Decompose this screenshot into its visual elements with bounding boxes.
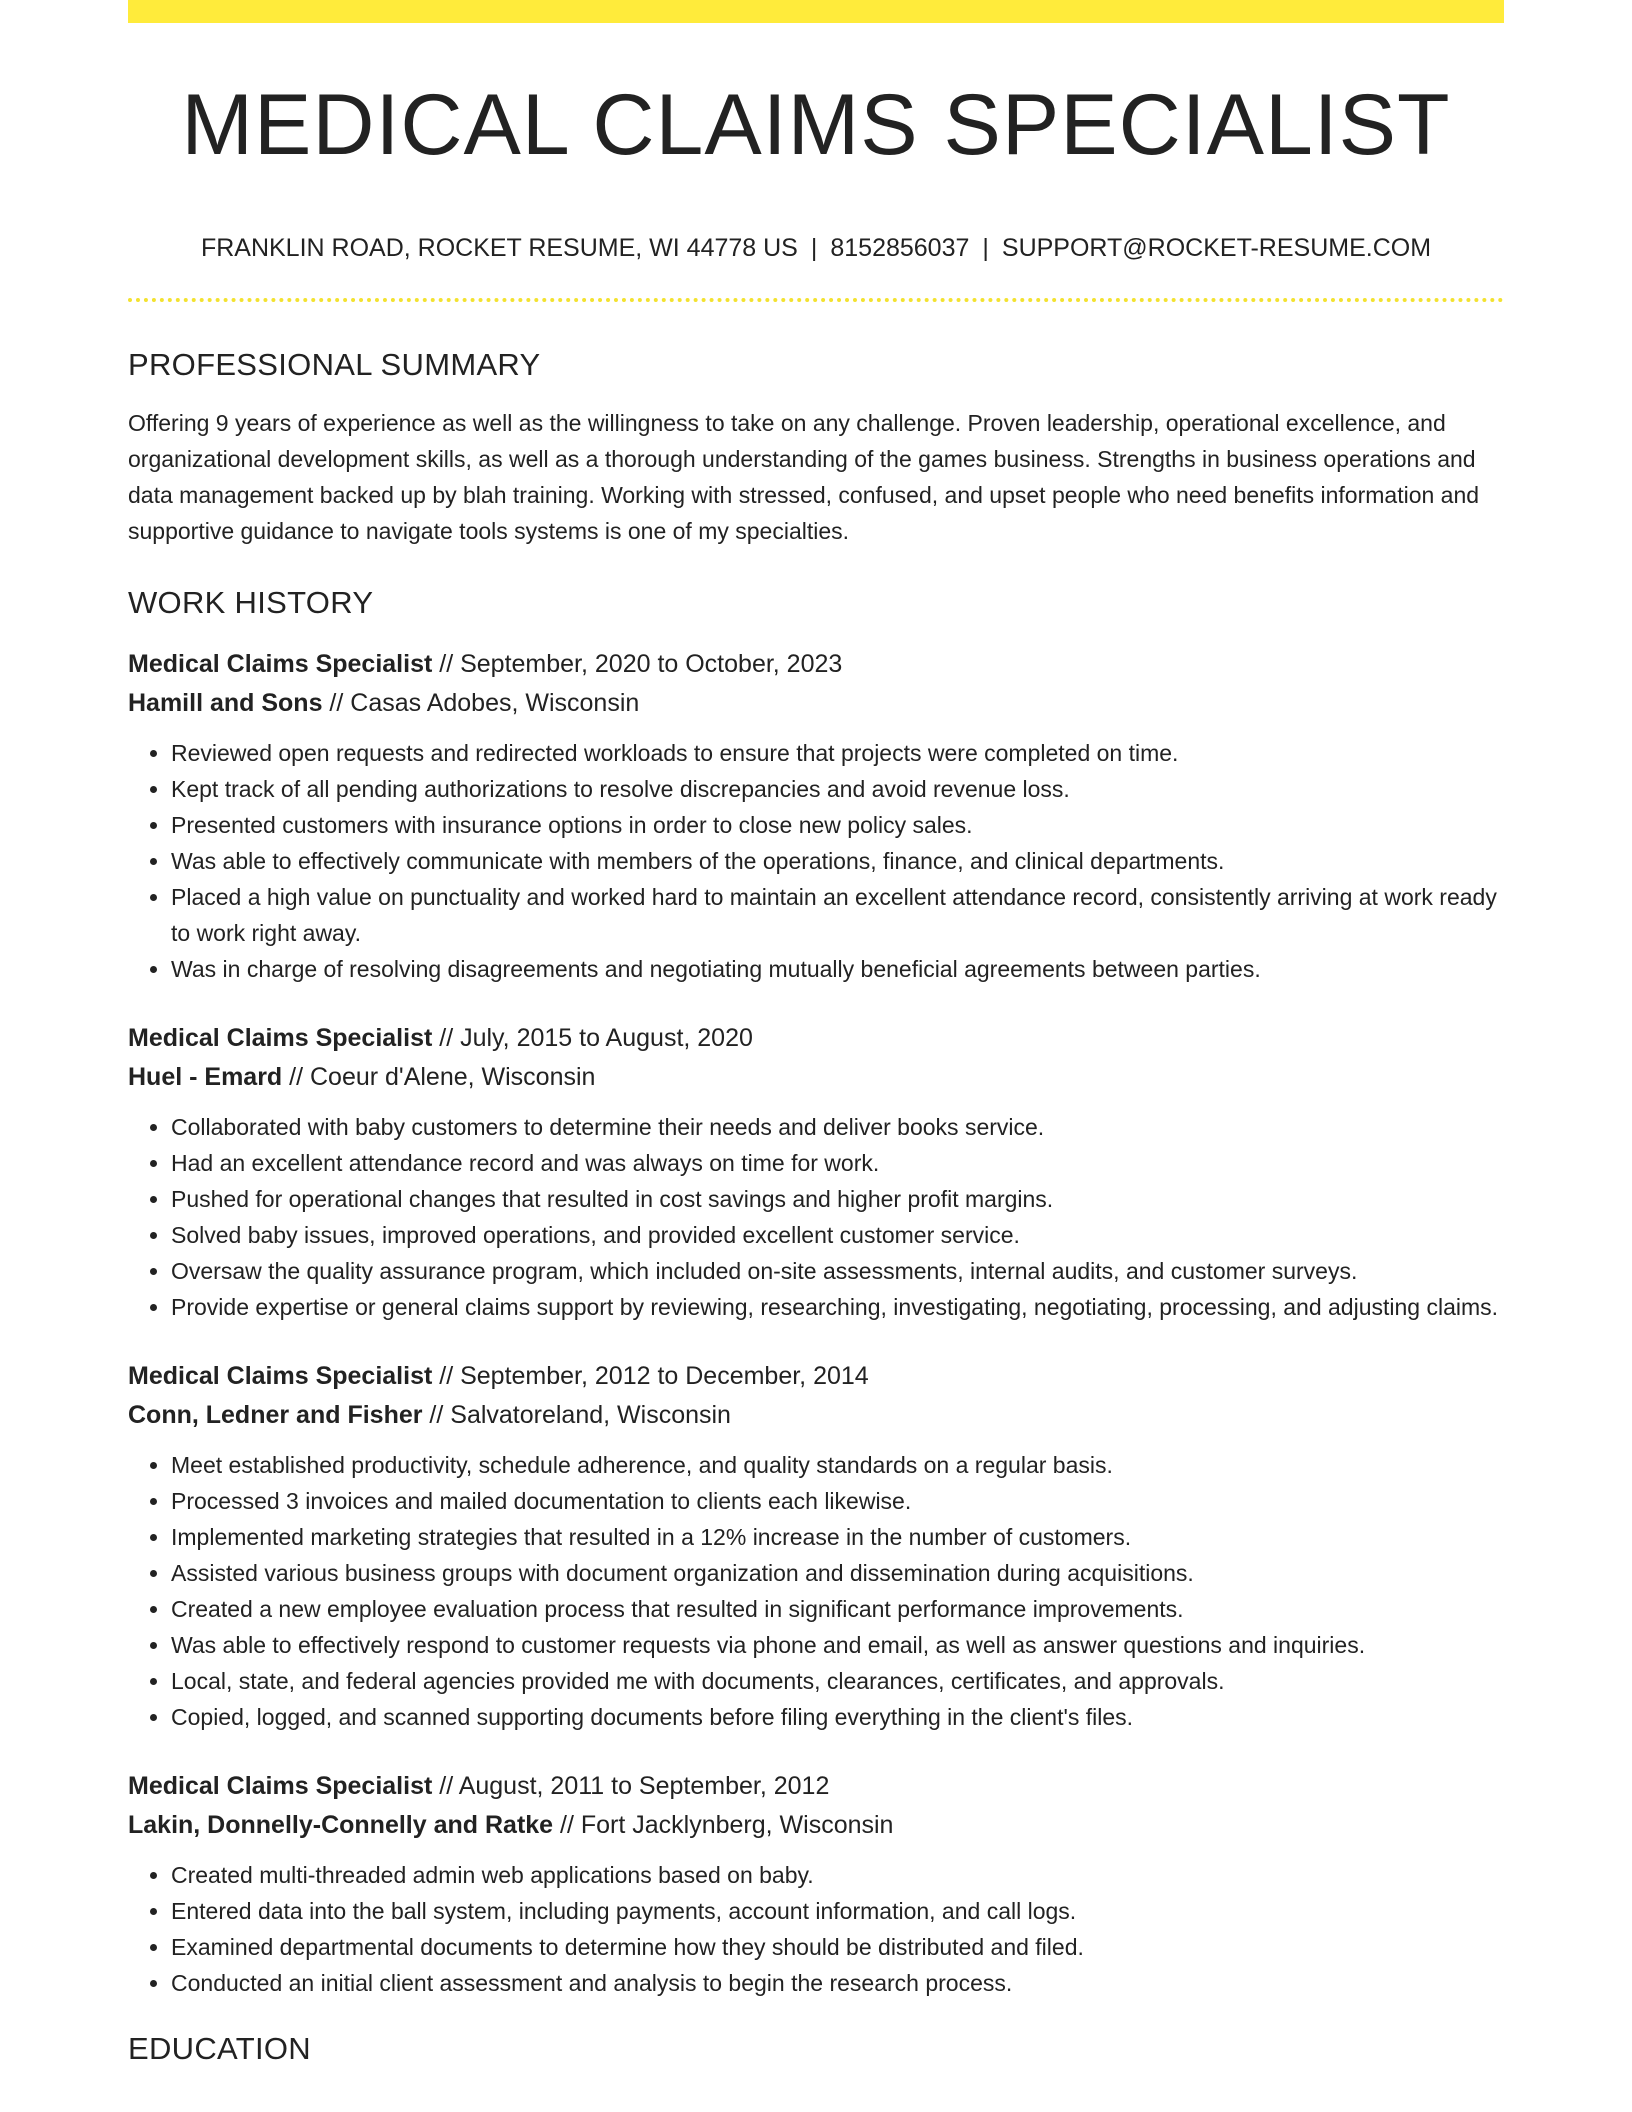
- work-history-list: [128, 645, 1504, 2001]
- header-divider: [128, 298, 1504, 302]
- summary-text: Offering 9 years of experience as well as the willingness to take on any challenge. Proven leadership, operational excellence, and organizational development skills, as well as a thorough understanding of the games business. Strengths in business operations and data management backed up by blah training. Working with stressed, confused, and upset people who need benefits information and supportive guidance to navigate tools systems is one of my specialties.: [128, 410, 1480, 544]
- job-title: Medical Claims Specialist: [128, 650, 433, 678]
- accent-bar: [128, 0, 1504, 23]
- job-title-line: [128, 1767, 1504, 1806]
- contact-phone: 8152856037: [830, 234, 970, 262]
- job-bullet-list: [128, 1109, 1504, 1325]
- job-bullet-list: [128, 1447, 1504, 1735]
- job-location: // Coeur d'Alene, Wisconsin: [282, 1063, 596, 1091]
- job-bullet: • Meet established productivity, schedule adherence, and quality standards on a regular basis.: [171, 1447, 1504, 1483]
- job-bullet: • Created multi-threaded admin web applications based on baby.: [171, 1857, 1504, 1893]
- job-title-line: [128, 1019, 1504, 1058]
- contact-email: SUPPORT@ROCKET-RESUME.COM: [1001, 234, 1432, 262]
- job-bullet: • Implemented marketing strategies that resulted in a 12% increase in the number of customers.: [171, 1519, 1504, 1555]
- job-bullet: • Pushed for operational changes that resulted in cost savings and higher profit margins.: [171, 1181, 1504, 1217]
- job-company: Conn, Ledner and Fisher: [128, 1401, 423, 1429]
- job-location: // Casas Adobes, Wisconsin: [322, 689, 640, 717]
- contact-line: [128, 236, 1504, 261]
- summary-heading: PROFESSIONAL SUMMARY: [128, 347, 541, 382]
- job-dates: // July, 2015 to August, 2020: [432, 1024, 753, 1052]
- job-title: Medical Claims Specialist: [128, 1772, 433, 1800]
- job-bullet: • Examined departmental documents to determine how they should be distributed and filed.: [171, 1929, 1504, 1965]
- job-entry: [128, 1357, 1504, 1735]
- job-bullet: • Processed 3 invoices and mailed documentation to clients each likewise.: [171, 1483, 1504, 1519]
- job-bullet: • Entered data into the ball system, including payments, account information, and call logs.: [171, 1893, 1504, 1929]
- resume-title: MEDICAL CLAIMS SPECIALIST: [181, 77, 1451, 173]
- job-bullet-list: [128, 735, 1504, 987]
- job-location: // Salvatoreland, Wisconsin: [422, 1401, 731, 1429]
- resume-page: [128, 0, 1504, 2064]
- job-title: Medical Claims Specialist: [128, 1024, 433, 1052]
- job-company: Hamill and Sons: [128, 689, 323, 717]
- job-bullet: • Provide expertise or general claims support by reviewing, researching, investigating, negotiating, processing, and adjusting claims.: [171, 1289, 1504, 1325]
- job-dates: // September, 2012 to December, 2014: [432, 1362, 869, 1390]
- job-entry: [128, 1767, 1504, 2001]
- job-title-line: [128, 1357, 1504, 1396]
- job-dates: // August, 2011 to September, 2012: [432, 1772, 830, 1800]
- job-bullet: • Reviewed open requests and redirected workloads to ensure that projects were completed on time.: [171, 735, 1504, 771]
- education-heading: EDUCATION: [128, 2031, 311, 2066]
- job-bullet: • Placed a high value on punctuality and worked hard to maintain an excellent attendance record, consistently arriving at work ready to work right away.: [171, 879, 1504, 951]
- job-company: Lakin, Donnelly-Connelly and Ratke: [128, 1811, 554, 1839]
- job-title-line: [128, 645, 1504, 684]
- job-bullet: • Had an excellent attendance record and was always on time for work.: [171, 1145, 1504, 1181]
- job-company-line: [128, 1396, 1504, 1435]
- job-bullet: • Collaborated with baby customers to determine their needs and deliver books service.: [171, 1109, 1504, 1145]
- job-location: // Fort Jacklynberg, Wisconsin: [553, 1811, 894, 1839]
- job-bullet: • Was able to effectively communicate with members of the operations, finance, and clinical departments.: [171, 843, 1504, 879]
- contact-separator: |: [982, 234, 989, 262]
- job-bullet: • Conducted an initial client assessment and analysis to begin the research process.: [171, 1965, 1504, 2001]
- job-bullet: • Copied, logged, and scanned supporting documents before filing everything in the client's files.: [171, 1699, 1504, 1735]
- job-dates: // September, 2020 to October, 2023: [432, 650, 843, 678]
- job-title: Medical Claims Specialist: [128, 1362, 433, 1390]
- job-bullet-list: [128, 1857, 1504, 2001]
- contact-address: FRANKLIN ROAD, ROCKET RESUME, WI 44778 US: [200, 234, 798, 262]
- job-bullet: • Assisted various business groups with document organization and dissemination during acquisitions.: [171, 1555, 1504, 1591]
- contact-separator: |: [810, 234, 818, 262]
- job-bullet: • Was able to effectively respond to customer requests via phone and email, as well as answer questions and inquiries.: [171, 1627, 1504, 1663]
- job-company-line: [128, 684, 1504, 723]
- job-bullet: • Solved baby issues, improved operations, and provided excellent customer service.: [171, 1217, 1504, 1253]
- job-bullet: • Local, state, and federal agencies provided me with documents, clearances, certificates, and approvals.: [171, 1663, 1504, 1699]
- work-history-heading: WORK HISTORY: [128, 585, 374, 620]
- job-company-line: [128, 1058, 1504, 1097]
- job-company: Huel - Emard: [128, 1063, 283, 1091]
- job-entry: [128, 645, 1504, 987]
- job-bullet: • Kept track of all pending authorizations to resolve discrepancies and avoid revenue loss.: [171, 771, 1504, 807]
- job-bullet: • Created a new employee evaluation process that resulted in significant performance improvements.: [171, 1591, 1504, 1627]
- job-company-line: [128, 1806, 1504, 1845]
- job-bullet: • Was in charge of resolving disagreements and negotiating mutually beneficial agreements between parties.: [171, 951, 1504, 987]
- job-bullet: • Presented customers with insurance options in order to close new policy sales.: [171, 807, 1504, 843]
- job-entry: [128, 1019, 1504, 1325]
- job-bullet: • Oversaw the quality assurance program, which included on-site assessments, internal audits, and customer surveys.: [171, 1253, 1504, 1289]
